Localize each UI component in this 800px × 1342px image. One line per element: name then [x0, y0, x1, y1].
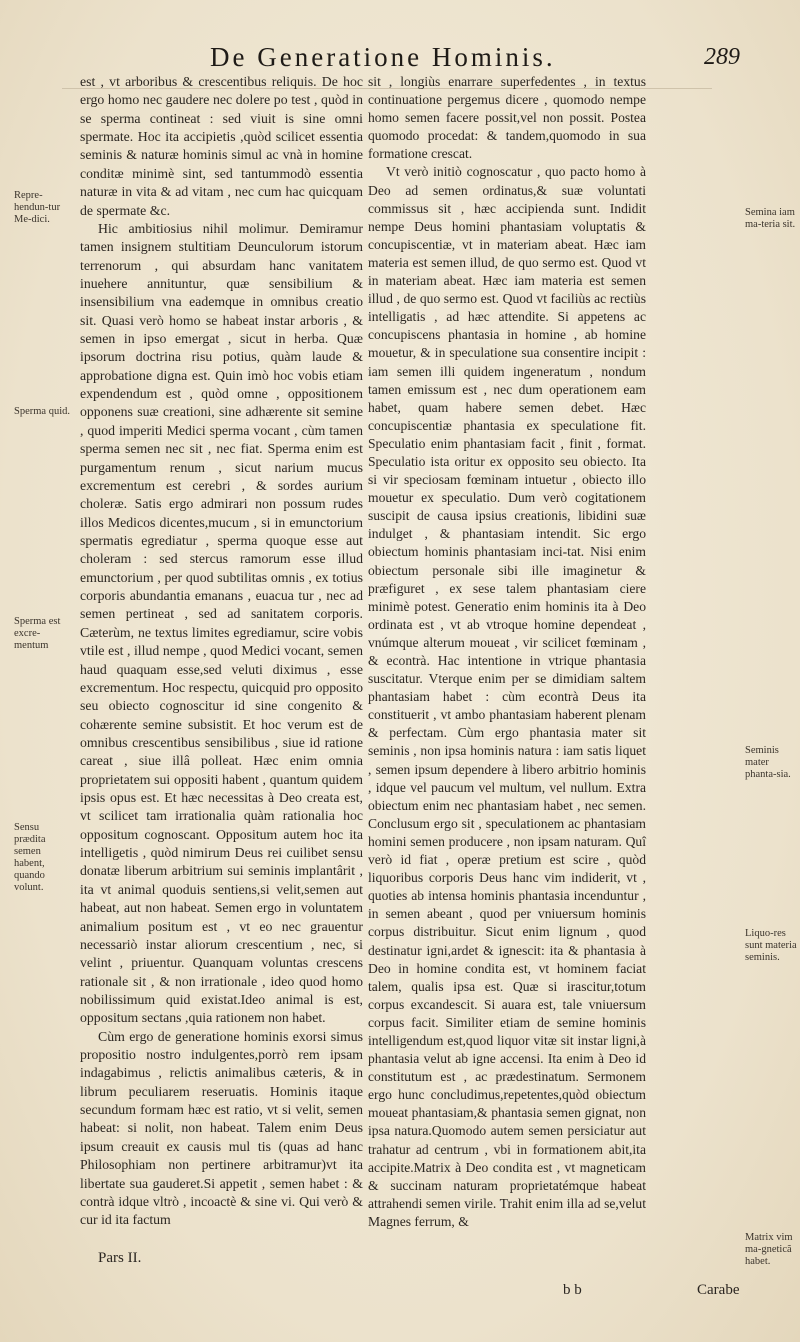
margin-note-sensu: Sensu prædita semen habent, quando volunt. — [14, 822, 46, 893]
right-column — [368, 73, 646, 1231]
sheet-mark: b b — [563, 1282, 582, 1298]
left-paragraph: Hic ambitiosius nihil molimur. Demiramur tamen insignem stultitiam Deunculorum istorum terrenorum , qui absurdam hanc vanitatem inuehere annituntur, quæ sensibilium & insensibilium vna eademque in omnibus creatio sit. Quasi verò homo se habeat instar arboris , & semen in ipso emergat , sicut in herba. Quæ ipsorum doctrina risu potius, quàm laude & approbatione digna est. Quin imò hoc vobis etiam expendendum est , quòd omne , oppositionem opponens suæ creationi, sine adhærente sit semine , quod imperiti Medici sperma vocant , cùm tamen sperma semen nec sit , nec fiat. Sperma enim est purgamentum renum , sicut narium mucus excrementum est cerebri , & sordes aurium choleræ. Satis ergo admirari non possum rudes illos Medicos dicentes,mucum , si in emunctorium spermatis egrediatur , sperma quoque esse aut choleram : sed stercus ramorum esse illud emunctorium , per quod subtilitas omnis , ex totius corporis abundantia emanans , euacua tur , nec ad semen pertineat , sed ad sanitatem corporis. Cæterùm, ne textus limites egrediamur, scire vobis vtile est , illud nempe , quod Medici vocant, semen haud quaquam esse,sed veluti diximus , esse excrementum. Hoc respectu, quicquid pro opposito seu obiecto cognoscitur id sine congenito & cohærente semine subsistit. Et hoc verum est de omnibus crescentibus sensibilibus , siue id ratione careat , siue illâ polleat. Hæc enim omnia proprietatem sui oppositi habent , quantum quidem ipsis opus est. Et hæc necessitas à Deo creata est, vt scilicet tam irrationalia quàm rationalia hoc oppositum cognoscant. Oppositum autem hoc ita intelligetis , quòd nimirum Deus rei cuilibet sensu donatæ liberum arbitrium sui seminis implantârit , ita vt animal quoduis sentiens,si velit,semen aut habeat, aut non habeat. Semen ergo in voluntatem animalium positum est , vt eo nec grauentur necessariò instar aliorum crescentium , nec, si velint , priuentur. Quanquam voluntas crescens rationale sit , & non irrationale , ideo quod homo nobilissimum quid existat.Ideo animal is est, oppositum sectans ,quia rationem non habet. — [80, 220, 363, 1026]
margin-note-repre: Repre-hendun-tur Me-dici. — [14, 190, 61, 225]
margin-note-seminis-mater: Seminis mater phanta-sia. — [745, 745, 791, 780]
margin-note-sperma-excrementum: Sperma est excre-mentum — [14, 616, 61, 651]
right-paragraph: sit , longiùs enarrare superfedentes , in textus continuatione pergemus dicere , quomodo nempe homo semen facere possit,vel non possit. Postea quomodo procedat: & tandem,quomodo in sua formatione crescat. — [368, 74, 646, 162]
margin-note-sperma-quid: Sperma quid. — [14, 406, 70, 417]
catchword: Carabe — [697, 1282, 740, 1298]
page-number: 289 — [704, 44, 740, 70]
margin-note-liquores: Liquo-res sunt materia seminis. — [745, 928, 797, 963]
left-column — [80, 73, 363, 1230]
running-title: De Generatione Hominis. — [210, 42, 556, 72]
signature-mark: Pars II. — [98, 1250, 142, 1266]
margin-note-matrix: Matrix vim ma-gneticã habet. — [745, 1232, 793, 1267]
left-paragraph: Cùm ergo de generatione hominis exorsi simus propositio nostro indulgentes,porrò rem ipsam indagabimus , relictis animalibus cæteris, & in librum peculiarem reseruatis. Hominis itaque secundum formam hæc est ratio, vt si velit, semen habeat: si nolit, non habeat. Talem enim Deus ipsum creauit ex causis mul tis (quas ad hanc Philosophiam non pertinere arbitramur)vt ita libertate sua gauderet.Si appetit , semen habet : & contrà idque vltrò , incoactè & sine vi. Qui verò & cur id ita factum — [80, 1028, 363, 1228]
left-paragraph: est , vt arboribus & crescentibus reliquis. De hoc ergo homo nec gaudere nec dolere po test , quòd in se sperma contineat : sed viuit is sine omni spermate. Hoc ita accipietis ,quòd scilicet essentia seminis & naturæ hominis simul ac vnà in homine conditæ minimè sint, sed tantummodò essentia naturæ in vita & ad vitam , nec cum hac quicquam de spermate &c. — [80, 74, 363, 218]
margin-note-semina: Semina iam ma-teria sit. — [745, 207, 796, 230]
right-paragraph: Vt verò initiò cognoscatur , quo pacto homo à Deo ad semen ordinatus,& suæ voluntati commissus sit , hæc accipienda sunt. Indidit nempe Deus homini phantasiam voluptatis & concupiscentiæ, vt in materiam abeat. Hæc iam materia est semen illud, de quo sermo est. Quod vt in materiam abeat. Hæc iam materia est semen illud , de quo sermo est. Quod vt faciliùs ac rectiùs intelligatis , ad hæc attendite. Si appetens ac concupiscens phantasia in homine , ab homine mouetur, & in speculatione sua consentire incipit : iam semen illi quidem ingeneratum , nondum tamen emissum est , nec dum operationem eam habet, quam habere semen debet. Hæc concupiscentiæ phantasia ex speculatione fit. Speculatio enim phantasiam facit , finit , format. Speculatio ista oritur ex opposito seu obiecto. Ita si vir speciosam fœminam intuetur , obiecto illo mouetur ex speculatio. Dum verò cogitationem suscipit de causa ipsius creationis, libidini suæ indulget , & phantasiam intendit. Sic ergo obiectum hominis phantasiam inci-tat. Nisi enim obiectum personale sibi ille imaginetur & præfiguret , ex sese talem phantasiam ciere minimè potest. Generatio enim hominis ita à Deo ordinata est , vt ab vtroque homine dependeat , vnúmque alterum moueat , vir scilicet fœminam , & econtrà. Hac intentione in vtrique phantasia suscitatur. Vterque enim per se dimidiam saltem phantasiam habet : cùm econtrà Deus ita constituerit , vt ambo phantasiam haberent plenam & perfectam. Cùm ergo phantasia mater sit seminis , non ipsa hominis natura : iam satis liquet , semen ipsum dependere à libero arbitrio hominis , idque vel paucum vel multum, vel nullum. Extra obiectum enim nec phantasiam habet , nec semen. Conclusum ergo sit , speculationem ac phantasiam homini semen producere , non ipsam naturam. Quî verò id fiat , operæ pretium est scire , quòd liquoribus corporis Deus hanc vim indiderit, vt , quoties ab intensa hominis phantasia incenduntur , in semen abeant , quod per vniuersum hominis corpus distribuitur. Sicut enim lignum , quod destinatur igni,ardet & ignescit: ita & phantasia à Deo in homine condita est, vt hominem faciat talem, qualis ipsa est. Quæ si irascitur,totum corpus excandescit. Si auara est, tale vniuersum corpus facit. Similiter etiam de semine hominis intelligendum est,quod liquor vitæ sit instar ligni,à phantasia velut ab igne accensi. Ita enim à Deo id constitutum est , ac prædestinatum. Sermonem ergo hunc concludimus,repetentes,quòd obiectum moueat phantasiam,& phantasia semen gignat, non ipsa natura.Quomodo autem semen persiciatur aut trahatur ad centrum , vbi in formationem abit,ita accipite.Matrix à Deo condita est , vt magneticam & succinam naturam proprietatémque habeat attrahendi semen virile. Trahit enim illa ad se,velut Magnes ferrum, & — [368, 164, 646, 1229]
